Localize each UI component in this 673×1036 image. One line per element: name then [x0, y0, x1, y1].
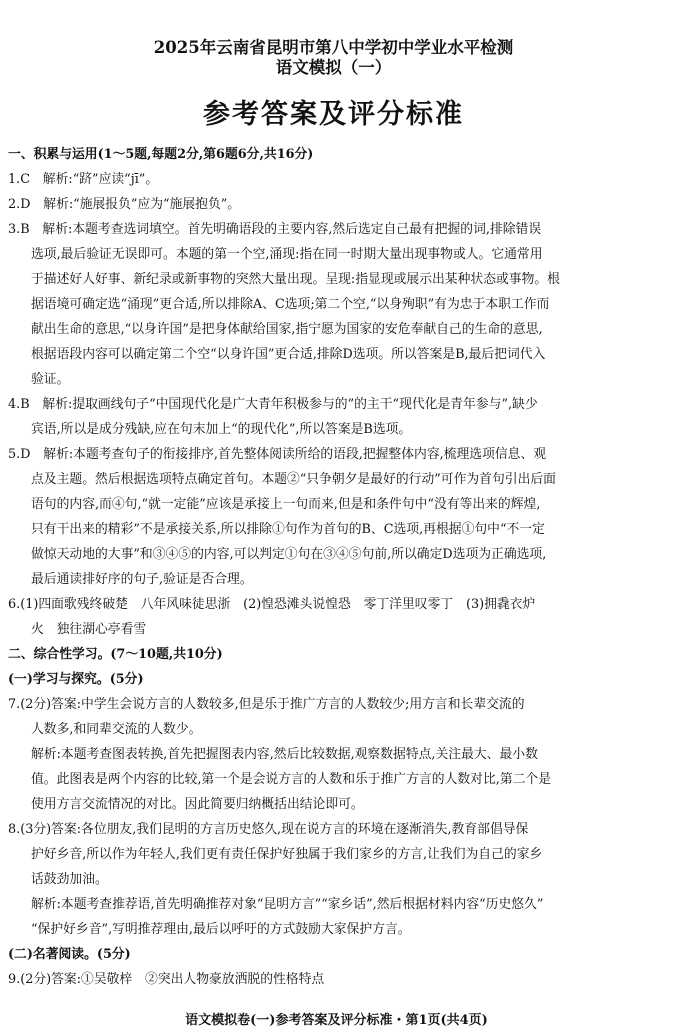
section-heading-2: 二、综合性学习。(7～10题,共10分) — [8, 647, 223, 662]
answer-3: 3.B 解析:本题考查选词填空。首先明确语段的主要内容,然后选定自己最有把握的词,排除错误 — [8, 222, 542, 237]
answer-3-cont: 于描述好人好事、新纪录或新事物的突然大量出现。呈现:指显现或展示出某种状态或事物。根 — [31, 272, 560, 287]
answer-1: 1.C 解析:“跻”应读“jī”。 — [8, 172, 159, 187]
analysis-8-cont: “保护好乡音”,写明推荐理由,最后以呼吁的方式鼓励大家保护方言。 — [31, 922, 411, 937]
answer-5: 5.D 解析:本题考查句子的衔接排序,首先整体阅读所给的语段,把握整体内容,梳理选项信息、观 — [8, 447, 547, 462]
exam-header-line2: 语文模拟（一） — [275, 58, 392, 77]
answer-8: 8.(3分)答案:各位朋友,我们昆明的方言历史悠久,现在说方言的环境在逐渐消失,教育部倡导保 — [8, 822, 529, 837]
answer-5-cont: 点及主题。然后根据选项特点确定首句。本题②“只争朝夕是最好的行动”可作为首句引出后面 — [31, 472, 556, 487]
section-heading-1: 一、积累与运用(1～5题,每题2分,第6题6分,共16分) — [8, 147, 314, 162]
analysis-7: 解析:本题考查图表转换,首先把握图表内容,然后比较数据,观察数据特点,关注最大、最小数 — [31, 747, 538, 762]
page-footer: 语文模拟卷(一)参考答案及评分标准・第1页(共4页) — [185, 1013, 488, 1028]
answer-7-cont: 人数多,和同辈交流的人数少。 — [31, 722, 202, 737]
subsection-heading-2: (二)名著阅读。(5分) — [8, 947, 131, 962]
page-title: 参考答案及评分标准 — [203, 99, 464, 130]
answer-3-cont: 据语境可确定选“涌现”更合适,所以排除A、C选项;第二个空,“以身殉职”有为忠于本职工作而 — [31, 297, 550, 312]
answer-5-cont: 做惊天动地的大事”和③④⑤的内容,可以判定①句在③④⑤句前,所以确定D选项为正确选项, — [31, 547, 547, 562]
answer-9: 9.(2分)答案:①吴敬梓 ②突出人物豪放洒脱的性格特点 — [8, 972, 325, 987]
answer-6: 6.(1)四面歌残终破楚 八年风味徒思浙 (2)惶恐滩头说惶恐 零丁洋里叹零丁 (3)拥毳衣炉 — [8, 597, 536, 612]
answer-3-cont: 献出生命的意思,“以身许国”是把身体献给国家,指宁愿为国家的安危奉献自己的生命的意思, — [31, 322, 543, 337]
answer-7: 7.(2分)答案:中学生会说方言的人数较多,但是乐于推广方言的人数较少;用方言和长辈交流的 — [8, 697, 525, 712]
answer-5-cont: 语句的内容,而④句,“就一定能”应该是承接上一句而来,但是和条件句中“没有等出来的辉煌, — [31, 497, 541, 512]
answer-4-cont: 宾语,所以是成分残缺,应在句末加上“的现代化”,所以答案是B选项。 — [31, 422, 412, 437]
answer-8-cont: 话鼓劲加油。 — [31, 872, 108, 887]
answer-2: 2.D 解析:“施展报负”应为“施展抱负”。 — [8, 197, 241, 212]
answer-5-cont: 最后通读排好序的句子,验证是否合理。 — [31, 572, 253, 587]
subsection-heading-1: (一)学习与探究。(5分) — [8, 672, 144, 687]
exam-header-line1: 2025年云南省昆明市第八中学初中学业水平检测 — [153, 38, 514, 57]
analysis-7-cont: 值。此图表是两个内容的比较,第一个是会说方言的人数和乐于推广方言的人数对比,第二个是 — [31, 772, 552, 787]
answer-3-cont: 根据语段内容可以确定第二个空“以身许国”更合适,排除D选项。所以答案是B,最后把词代入 — [31, 347, 546, 362]
answer-5-cont: 只有干出来的精彩”不是承接关系,所以排除①句作为首句的B、C选项,再根据①句中“不一定 — [31, 522, 545, 537]
answer-3-cont: 选项,最后验证无误即可。本题的第一个空,涌现:指在同一时期大量出现事物或人。它通常用 — [31, 247, 543, 262]
answer-6-cont: 火 独往湖心亭看雪 — [31, 622, 147, 637]
answer-body — [8, 142, 659, 992]
answer-4: 4.B 解析:提取画线句子“中国现代化是广大青年积极参与的”的主干“现代化是青年参与”,缺少 — [8, 397, 538, 412]
analysis-8: 解析:本题考查推荐语,首先明确推荐对象“昆明方言”“家乡话”,然后根据材料内容“历史悠久” — [31, 897, 544, 912]
answer-3-cont: 验证。 — [31, 372, 70, 387]
answer-8-cont: 护好乡音,所以作为年轻人,我们更有责任保护好独属于我们家乡的方言,让我们为自己的家乡 — [31, 847, 543, 862]
analysis-7-cont: 使用方言交流情况的对比。因此简要归纳概括出结论即可。 — [31, 797, 364, 812]
